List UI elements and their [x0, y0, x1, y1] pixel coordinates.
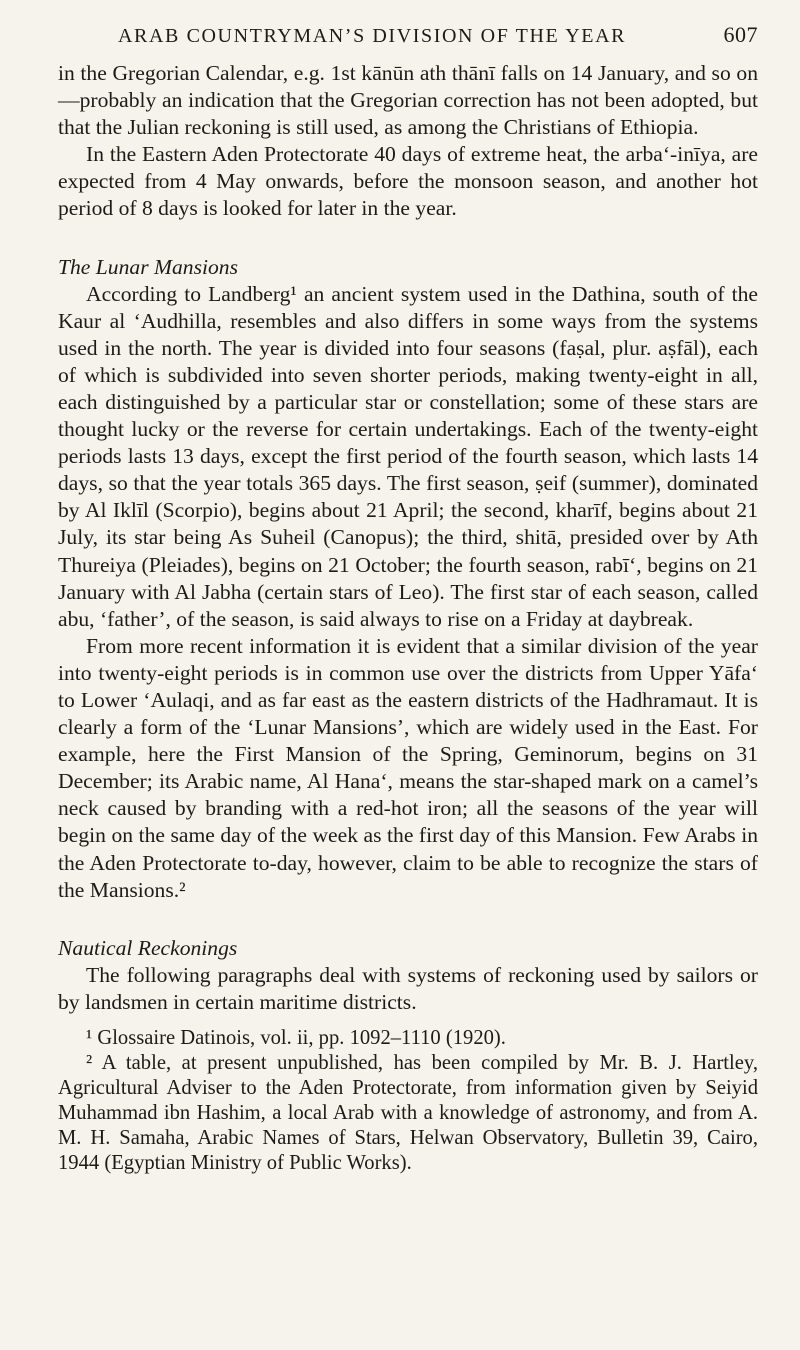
paragraph-eastern-aden-heat: In the Eastern Aden Protectorate 40 days of extreme heat, the arba‘-inīya, are expected from 4 May onwards, before the monsoon season, and another hot period of 8 days is looked for later in the year. — [58, 142, 758, 221]
paragraph-recent-information: From more recent information it is evident that a similar division of the year into twenty-eight periods is in common use over the districts from Upper Yāfa‘ to Lower ‘Aulaqi, and as far east as the eastern districts of the Hadhramaut. It is clearly a form of the ‘Lunar Mansions’, which are widely used in the East. For example, here the First Mansion of the Spring, Geminorum, begins on 31 December; its Arabic name, Al Hana‘, means the star-shaped mark on a camel’s neck caused by branding with a red-hot iron; all the seasons of the year will begin on the same day of the week as the first day of this Mansion. Few Arabs in the Aden Protectorate to-day, however, claim to be able to recognize the stars of the Mansions.² — [58, 633, 758, 902]
paragraph-nautical-intro: The following paragraphs deal with systems of reckoning used by sailors or by landsmen in certain maritime districts. — [58, 962, 758, 1014]
paragraph-landberg-system: According to Landberg¹ an ancient system used in the Dathina, south of the Kaur al ‘Audhilla, resembles and also differs in some ways from the systems used in the north. The year is divided into four seasons (faṣal, plur. aṣfāl), each of which is subdivided into seven shorter periods, making twenty-eight in all, each distinguished by a particular star or constellation; some of these stars are thought lucky or the reverse for certain undertakings. Each of the twenty-eight periods lasts 13 days, except the first period of the fourth season, which lasts 14 days, so that the year totals 365 days. The first season, ṣeif (summer), dominated by Al Iklīl (Scorpio), begins about 21 April; the second, kharīf, begins about 21 July, its star being As Suheil (Canopus); the third, shitā, presided over by Ath Thureiya (Pleiades), begins on 21 October; the fourth season, rabī‘, begins on 21 January with Al Jabha (certain stars of Leo). The first star of each season, called abu, ‘father’, of the season, is said always to rise on a Friday at daybreak. — [58, 281, 758, 631]
section-heading-nautical-reckonings: Nautical Reckonings — [58, 935, 238, 960]
footnotes — [58, 1026, 758, 1176]
running-title: ARAB COUNTRYMAN’S DIVISION OF THE YEAR — [118, 25, 627, 47]
paragraph-gregorian-calendar: in the Gregorian Calendar, e.g. 1st kānūn ath thānī falls on 14 January, and so on—probably an indication that the Gregorian correction has not been adopted, but that the Julian reckoning is still used, as among the Christians of Ethiopia. — [58, 61, 758, 140]
section-heading-lunar-mansions: The Lunar Mansions — [58, 254, 238, 279]
page-number: 607 — [723, 22, 758, 47]
running-head — [58, 22, 758, 48]
footnote-1: ¹ Glossaire Datinois, vol. ii, pp. 1092–1110 (1920). — [86, 1026, 506, 1049]
footnote-2: ² A table, at present unpublished, has been compiled by Mr. B. J. Hartley, Agricultural Adviser to the Aden Protectorate, from information given by Seiyid Muhammad ibn Hashim, a local Arab with a knowledge of astronomy, and from A. M. H. Samaha, Arabic Names of Stars, Helwan Observatory, Bulletin 39, Cairo, 1944 (Egyptian Ministry of Public Works). — [58, 1051, 758, 1174]
